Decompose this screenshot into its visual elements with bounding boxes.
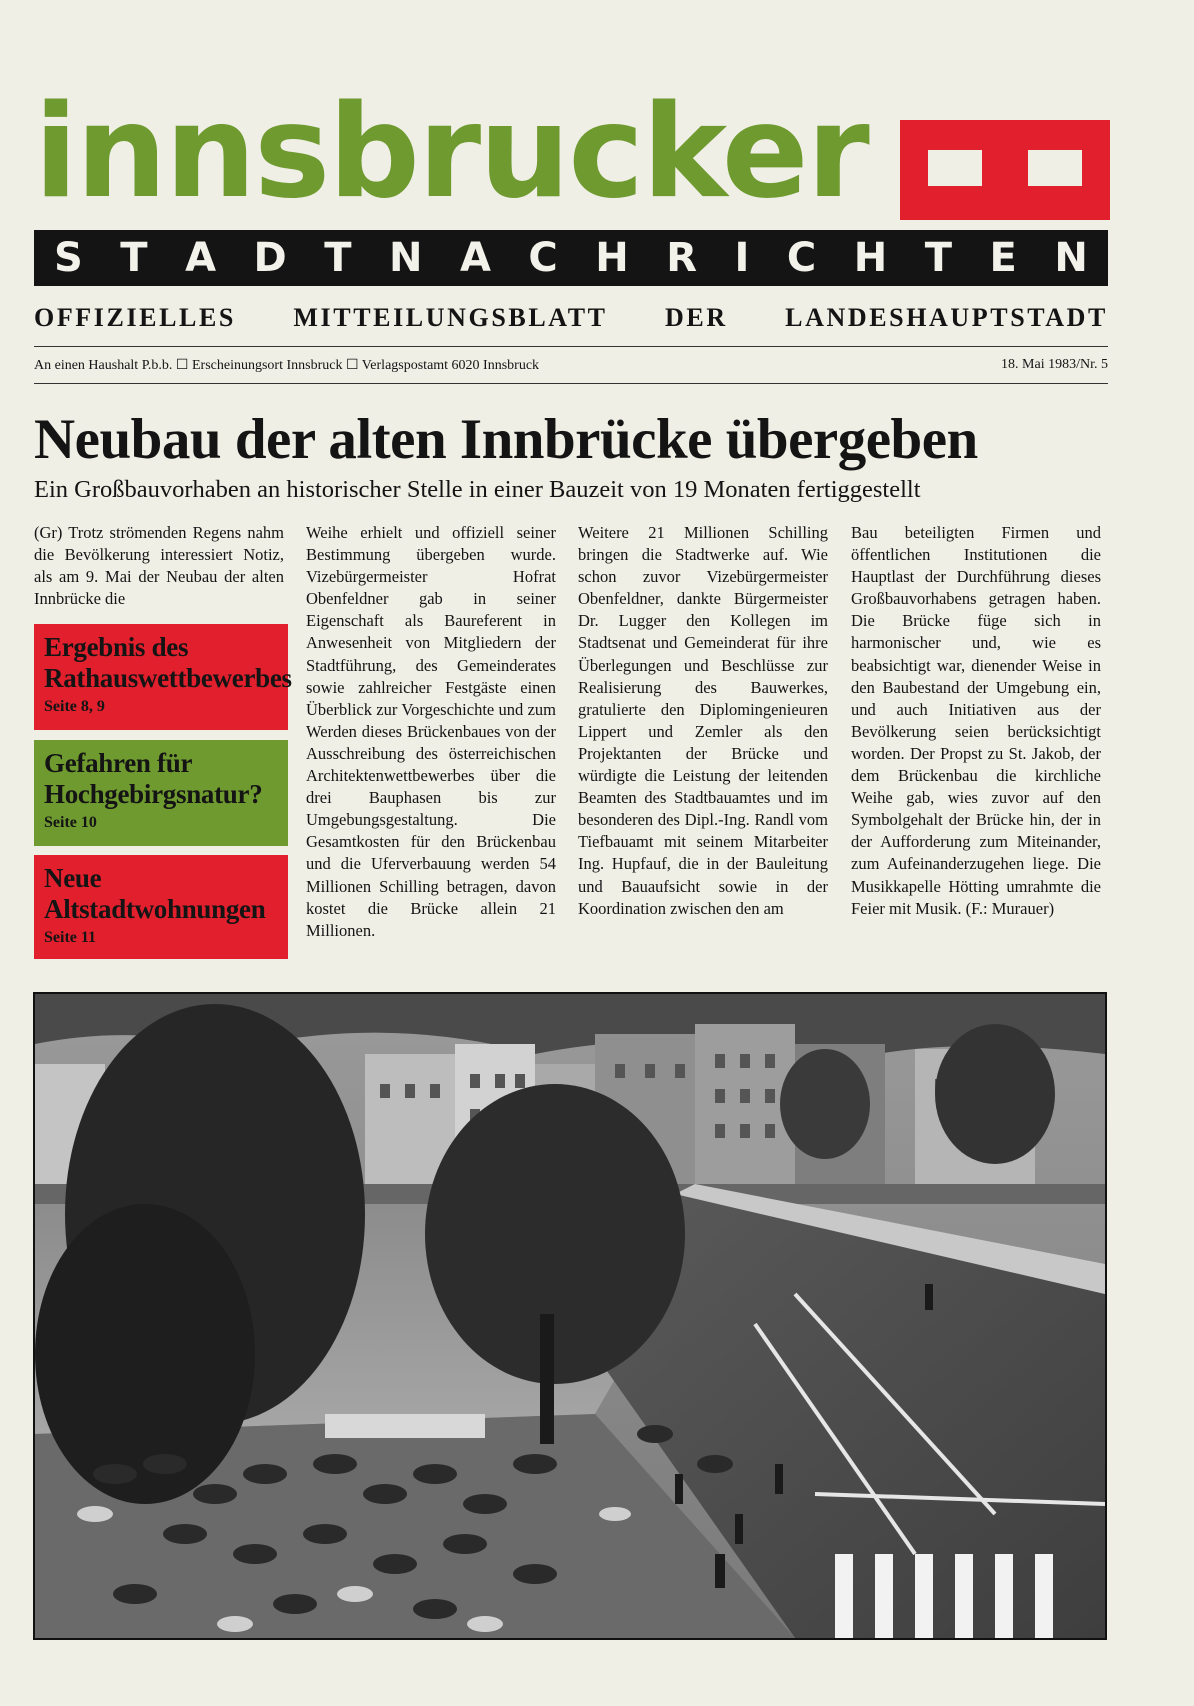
article-text: (Gr) Trotz strömenden Regens nahm die Bevölkerung interessiert Notiz, als am 9. Mai der Neubau der alten Innbrücke die — [34, 523, 284, 609]
teaser-title: Gefahren für Hochgebirgsnatur? — [44, 748, 263, 809]
teaser-box-hochgebirge[interactable] — [34, 740, 288, 846]
teaser-box-altstadt[interactable] — [34, 855, 288, 959]
teaser-title: Neue Altstadtwohnungen — [44, 863, 266, 924]
band-letter: N — [1054, 235, 1088, 281]
band-letter: T — [324, 235, 352, 281]
article-subheadline: Ein Großbauvorhaben an historischer Stelle in einer Bauzeit von 19 Monaten fertiggestellt — [34, 476, 921, 503]
city-emblem-icon — [900, 120, 1110, 220]
band-letter: T — [924, 235, 953, 281]
band-letter: C — [528, 235, 558, 281]
band-letter: S — [54, 235, 83, 281]
issue-date: 18. Mai 1983/Nr. 5 — [1001, 357, 1108, 372]
masthead-title: innsbrucker — [34, 78, 868, 227]
band-letter: D — [253, 235, 287, 281]
article-text: Weihe erhielt und offiziell seiner Bestimmung übergeben wurde. Vizebürgermeister Hofrat Obenfeldner gab in seiner Eigenschaft als Baureferent in Anwesenheit von Mitgliedern der Stadtführung, des Gemeinderates sowie zahlreicher Festgäste einen Überblick zur Vorgeschichte und zum Werden dieses Brückenbaues von der Ausschreibung des österreichischen Architektenwettbewerbes über die drei Bauphasen bis zur Umgebungsgestaltung. Die Gesamtkosten für den Brückenbau und die Uferverbauung werden 54 Millionen Schilling betragen, davon kostet die Brücke allein 21 Millionen. — [306, 523, 556, 940]
article-text: Weitere 21 Millionen Schilling bringen die Stadtwerke auf. Wie schon zuvor Vizebürgermeister Obenfeldner, dankte Bürgermeister Dr. Lugger den Kollegen im Stadtsenat und Gemeinderat für ihre Überlegungen und Beschlüsse zur Realisierung des Bauwerkes, gratulierte den Diplomingenieuren Lippert und Zemler als den Projektanten der Brücke und würdigte die Leistung der leitenden Beamten des Stadtbauamtes und im besonderen des Dipl.-Ing. Randl vom Tiefbauamt mit seinem Mitarbeiter Ing. Hupfauf, die in der Bauleitung und Bauaufsicht sowie in der Koordination zwischen den am — [578, 523, 828, 918]
tagline-word: DER — [665, 303, 728, 332]
band-letter: C — [786, 235, 817, 281]
band-letter: R — [666, 235, 698, 281]
teaser-page: Seite 8, 9 — [44, 698, 105, 715]
teaser-box-rathaus[interactable] — [34, 624, 292, 730]
band-letter: H — [853, 235, 888, 281]
official-tagline — [34, 300, 1108, 336]
teaser-title: Ergebnis des Rathauswettbewerbes — [44, 632, 292, 693]
article-headline: Neubau der alten Innbrücke übergeben — [34, 408, 978, 471]
band-letter: H — [595, 235, 629, 281]
band-letter: E — [989, 235, 1017, 281]
tagline-word: OFFIZIELLES — [34, 303, 236, 332]
band-letter: T — [120, 235, 148, 281]
stadtnachrichten-band — [34, 230, 1108, 286]
divider — [34, 383, 1108, 384]
article-column-3 — [578, 522, 828, 920]
band-letter: N — [389, 235, 423, 281]
band-letter: I — [734, 235, 750, 281]
teaser-page: Seite 10 — [44, 814, 97, 831]
article-column-1 — [34, 522, 284, 610]
teaser-page: Seite 11 — [44, 929, 96, 946]
article-column-2 — [306, 522, 556, 972]
band-letter: A — [185, 235, 217, 281]
article-text: Bau beteiligten Firmen und öffentlichen Institutionen die Hauptlast der Durchführung dieses Großbauvorhabens getragen haben. Die Brücke füge sich in harmonischer und, wie es beabsichtigt war, dienender Weise in den Baubestand der Umgebung ein, und auch Initiativen aus der Bevölkerung seien berücksichtigt worden. Der Propst zu St. Jakob, der dem Brückenbau die kirchliche Weihe gab, wies zuvor auf den Symbolgehalt der Brücke hin, der in der Aufforderung zum Miteinander, zum Aufeinanderzugehen liege. Die Musikkapelle Hötting umrahmte die Feier mit Musik. (F.: Murauer) — [851, 523, 1101, 918]
article-column-4 — [851, 522, 1101, 920]
divider — [34, 346, 1108, 347]
postal-info: An einen Haushalt P.b.b. ☐ Erscheinungsort Innsbruck ☐ Verlagspostamt 6020 Innsbruck — [34, 358, 540, 373]
tagline-word: LANDESHAUPTSTADT — [785, 303, 1108, 332]
bridge-ceremony-photo — [33, 992, 1107, 1640]
tagline-word: MITTEILUNGSBLATT — [293, 303, 608, 332]
photo-illustration — [35, 994, 1105, 1638]
band-letter: A — [459, 235, 491, 281]
